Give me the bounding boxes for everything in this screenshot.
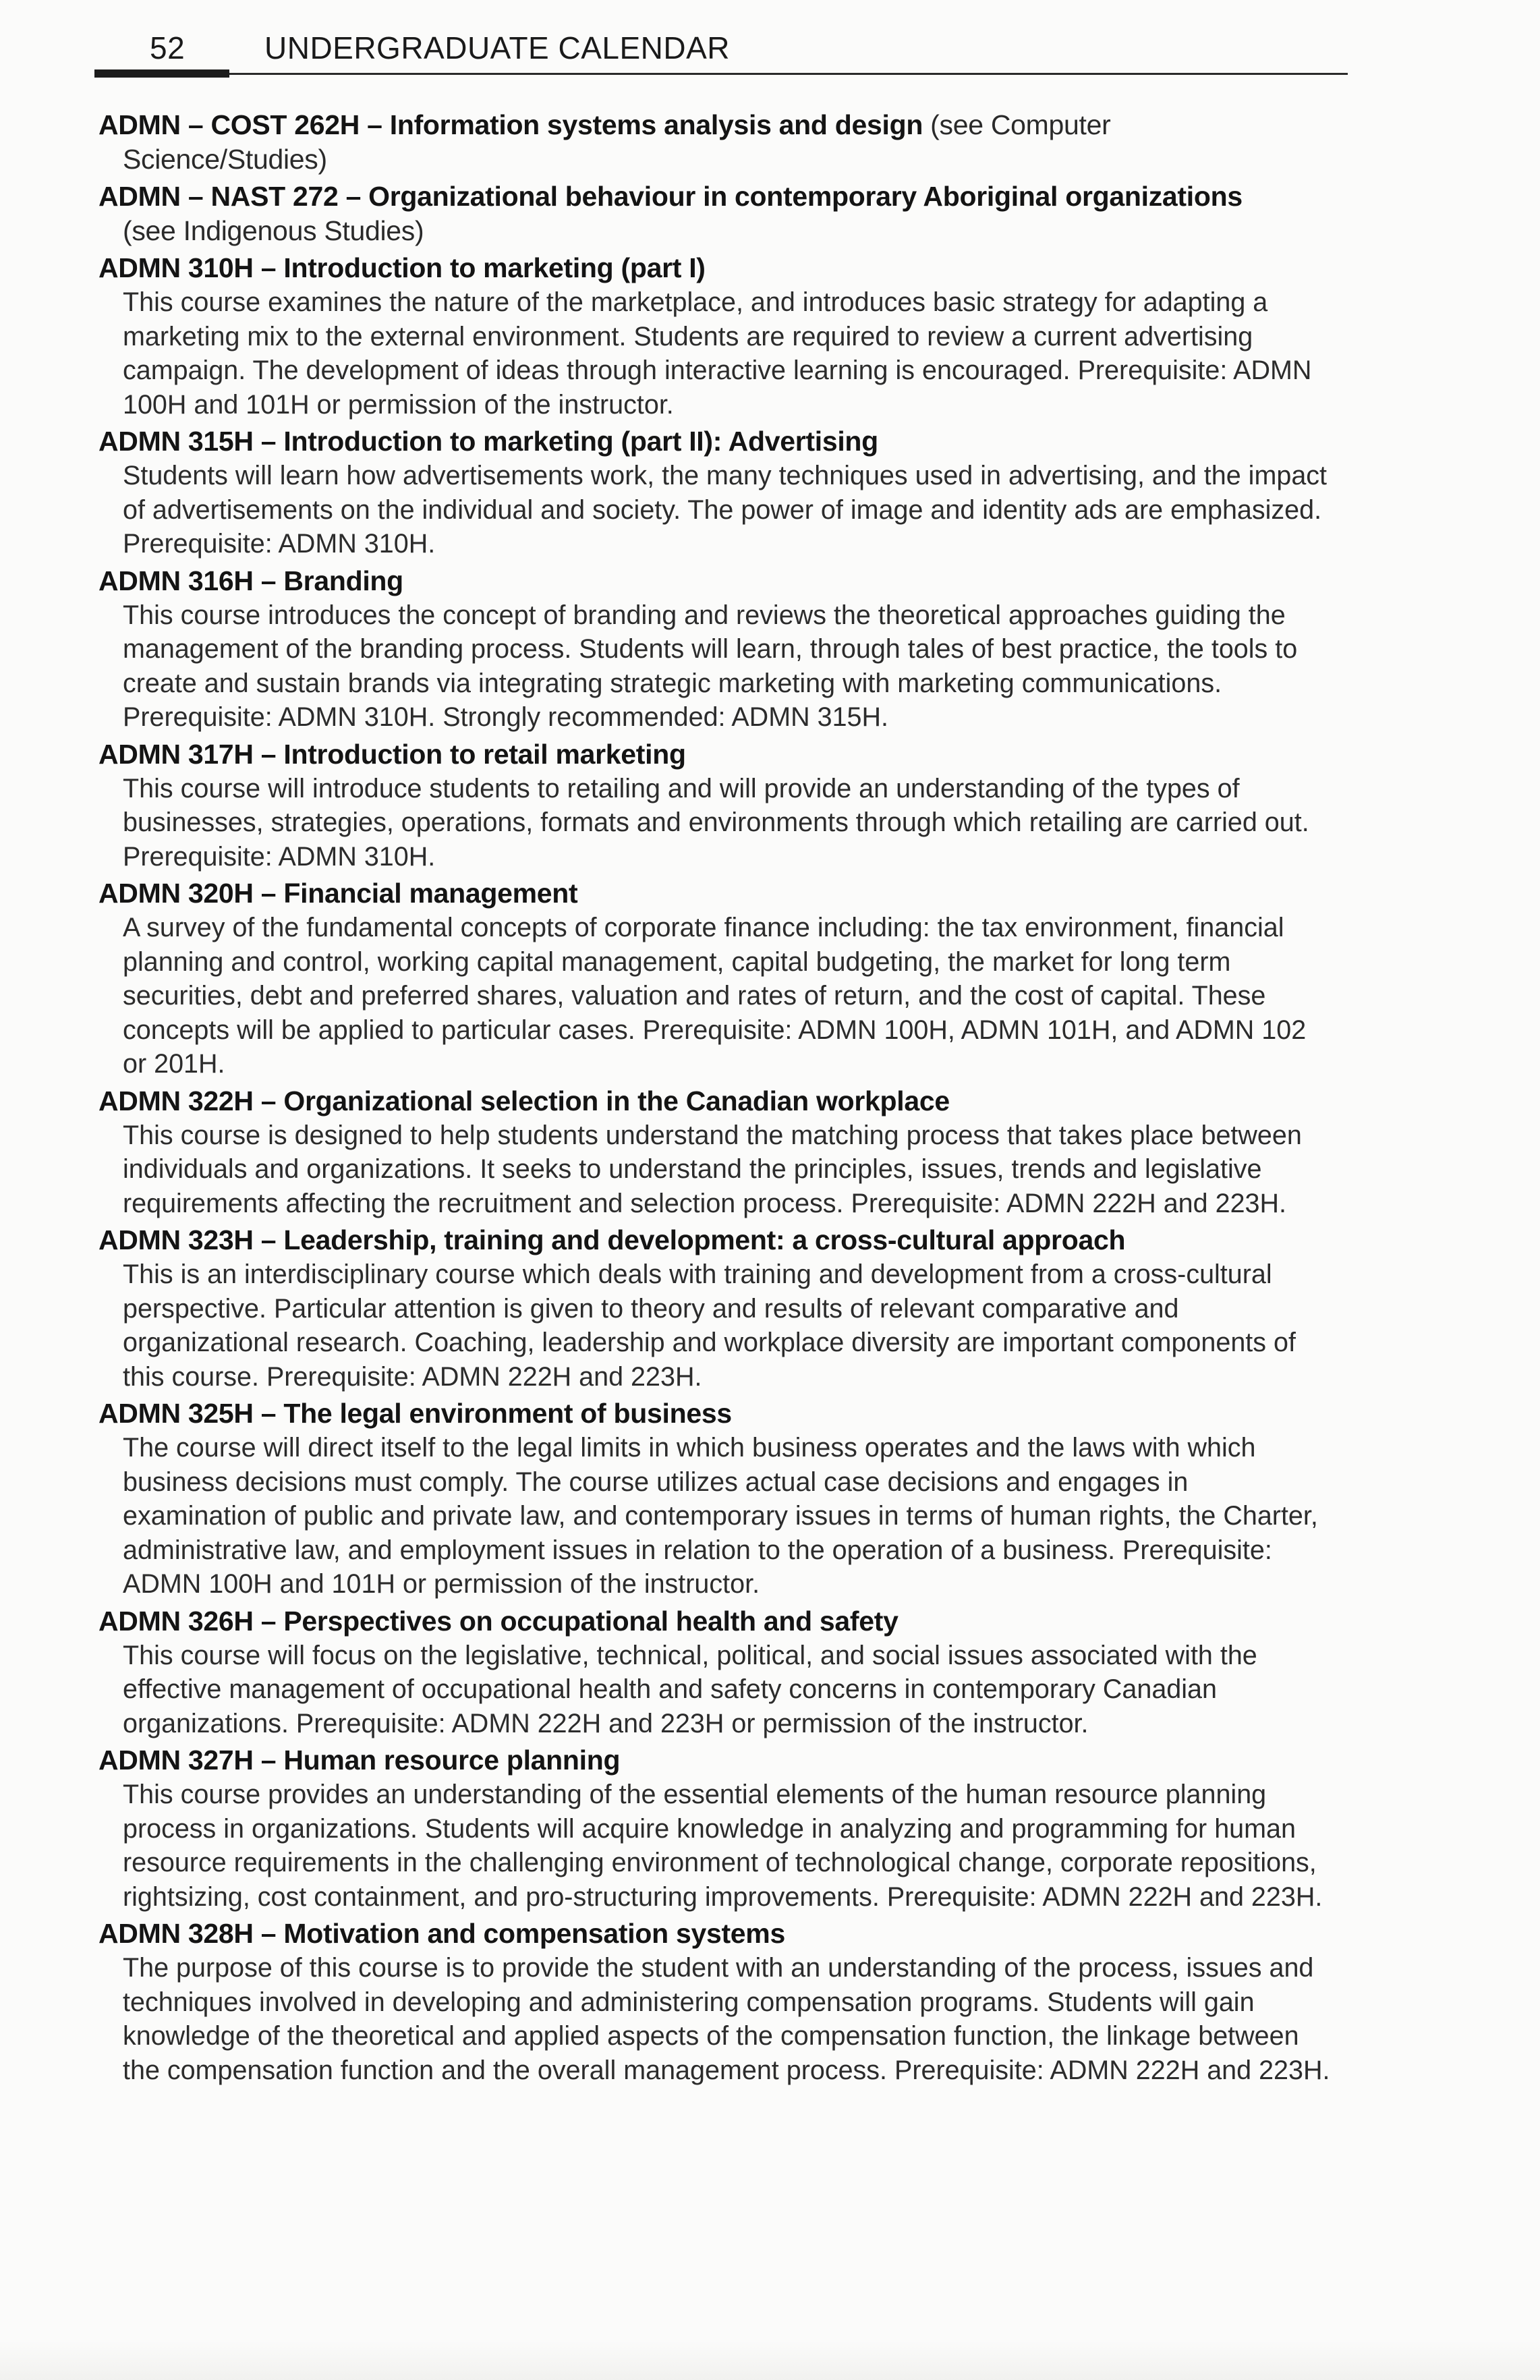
course-title: ADMN 322H – Organizational selection in the Canadian workplace <box>98 1085 950 1116</box>
course-title-text: ADMN – NAST 272 – Organizational behaviour in contemporary Aboriginal organizations <box>98 181 1243 212</box>
course-entry <box>94 251 1349 422</box>
course-title: ADMN 323H – Leadership, training and development: a cross-cultural approach <box>98 1224 1126 1255</box>
course-title: ADMN 328H – Motivation and compensation systems <box>98 1918 785 1949</box>
cross-reference: (see Computer <box>930 109 1111 140</box>
course-entry <box>94 1396 1349 1602</box>
course-entry <box>94 876 1349 1081</box>
course-description: This course is designed to help students understand the matching process that takes place between individuals and organizations. It seeks to understand the principles, issues, trends and legislative requirements affecting the recruitment and selection process. Prerequisite: ADMN 222H and 223H. <box>123 1120 1302 1218</box>
course-description: This course will introduce students to retailing and will provide an understanding of the types of businesses, strategies, operations, formats and environments through which retailing are carried out. Prerequisite: ADMN 310H. <box>123 773 1309 872</box>
course-description: Students will learn how advertisements work, the many techniques used in advertising, and the impact of advertisements on the individual and society. The power of image and identity ads are emphasized. Prerequisite: ADMN 310H. <box>123 461 1328 559</box>
course-description: The purpose of this course is to provide the student with an understanding of the process, issues and techniques involved in developing and administering compensation programs. Students will gain knowledge of the theoretical and applied aspects of the compensation function, the linkage between the compensation function and the overall management process. Prerequisite: ADMN 222H and 223H. <box>123 1953 1330 2085</box>
course-entry <box>94 1917 1349 2087</box>
course-entry <box>94 179 1349 248</box>
course-description: This course examines the nature of the marketplace, and introduces basic strategy for adapting a marketing mix to the external environment. Students are required to review a current advertising campaign. The development of ideas through interactive learning is encouraged. Prerequisite: ADMN 100H and 101H or permission of the instructor. <box>123 287 1312 420</box>
running-head <box>150 30 730 70</box>
course-description: The course will direct itself to the legal limits in which business operates and the laws with which business decisions must comply. The course utilizes actual case decisions and engages in examination of public and private law, and contemporary issues in terms of human rights, the Charter, administrative law, and employment issues in relation to the operation of a business. Prerequisite: ADMN 100H and 101H or permission of the instructor. <box>123 1433 1318 1599</box>
course-entry <box>94 108 1349 177</box>
course-entry <box>94 424 1349 561</box>
running-title: UNDERGRADUATE CALENDAR <box>264 30 731 65</box>
course-title: ADMN 320H – Financial management <box>98 878 578 909</box>
header-rule <box>94 73 1348 75</box>
page-number: 52 <box>150 30 186 65</box>
page-bottom-edge <box>0 2341 1540 2380</box>
course-description: This course provides an understanding of the essential elements of the human resource planning process in organizations. Students will acquire knowledge in analyzing and programming for human resource requirements in the challenging environment of technological change, corporate repositions, rightsizing, cost containment, and pro-structuring improvements. Prerequisite: ADMN 222H and 223H. <box>123 1780 1323 1912</box>
course-entry <box>94 564 1349 735</box>
course-title: ADMN 310H – Introduction to marketing (part I) <box>98 252 706 283</box>
course-entry <box>94 1743 1349 1914</box>
course-description: This course will focus on the legislative, technical, political, and social issues associated with the effective management of occupational health and safety concerns in contemporary Canadian organizations. Prerequisite: ADMN 222H and 223H or permission of the instructor. <box>123 1640 1257 1738</box>
course-title: ADMN 326H – Perspectives on occupational health and safety <box>98 1605 899 1637</box>
course-entry <box>94 737 1349 874</box>
course-title-text: ADMN – COST 262H – Information systems analysis and design <box>98 109 923 140</box>
course-title <box>94 179 1349 248</box>
header-rule-accent <box>94 69 229 78</box>
course-title: ADMN 327H – Human resource planning <box>98 1745 621 1776</box>
cross-reference-continued: (see Indigenous Studies) <box>123 215 424 246</box>
course-title: ADMN 315H – Introduction to marketing (part II): Advertising <box>98 426 878 457</box>
course-title: ADMN 325H – The legal environment of business <box>98 1398 732 1429</box>
course-title <box>94 108 1349 177</box>
course-entry <box>94 1223 1349 1394</box>
course-title: ADMN 317H – Introduction to retail marketing <box>98 738 686 770</box>
course-description: A survey of the fundamental concepts of corporate finance including: the tax environment, financial planning and control, working capital management, capital budgeting, the market for long term securities, debt and preferred shares, valuation and rates of return, and the cost of capital. These concepts will be applied to particular cases. Prerequisite: ADMN 100H, ADMN 101H, and ADMN 102 or 201H. <box>123 913 1307 1079</box>
course-entry <box>94 1084 1349 1221</box>
course-title: ADMN 316H – Branding <box>98 565 403 596</box>
course-description: This is an interdisciplinary course which deals with training and development from a cross-cultural perspective. Particular attention is given to theory and results of relevant comparative and organizational research. Coaching, leadership and workplace diversity are important components of this course. Prerequisite: ADMN 222H and 223H. <box>123 1259 1296 1392</box>
course-list <box>94 108 1349 2090</box>
cross-reference-continued: Science/Studies) <box>123 144 327 175</box>
course-description: This course introduces the concept of branding and reviews the theoretical approaches guiding the management of the branding process. Students will learn, through tales of best practice, the tools to create and sustain brands via integrating strategic marketing with marketing communications. Prerequisite: ADMN 310H. Strongly recommended: ADMN 315H. <box>123 600 1298 732</box>
course-entry <box>94 1604 1349 1741</box>
